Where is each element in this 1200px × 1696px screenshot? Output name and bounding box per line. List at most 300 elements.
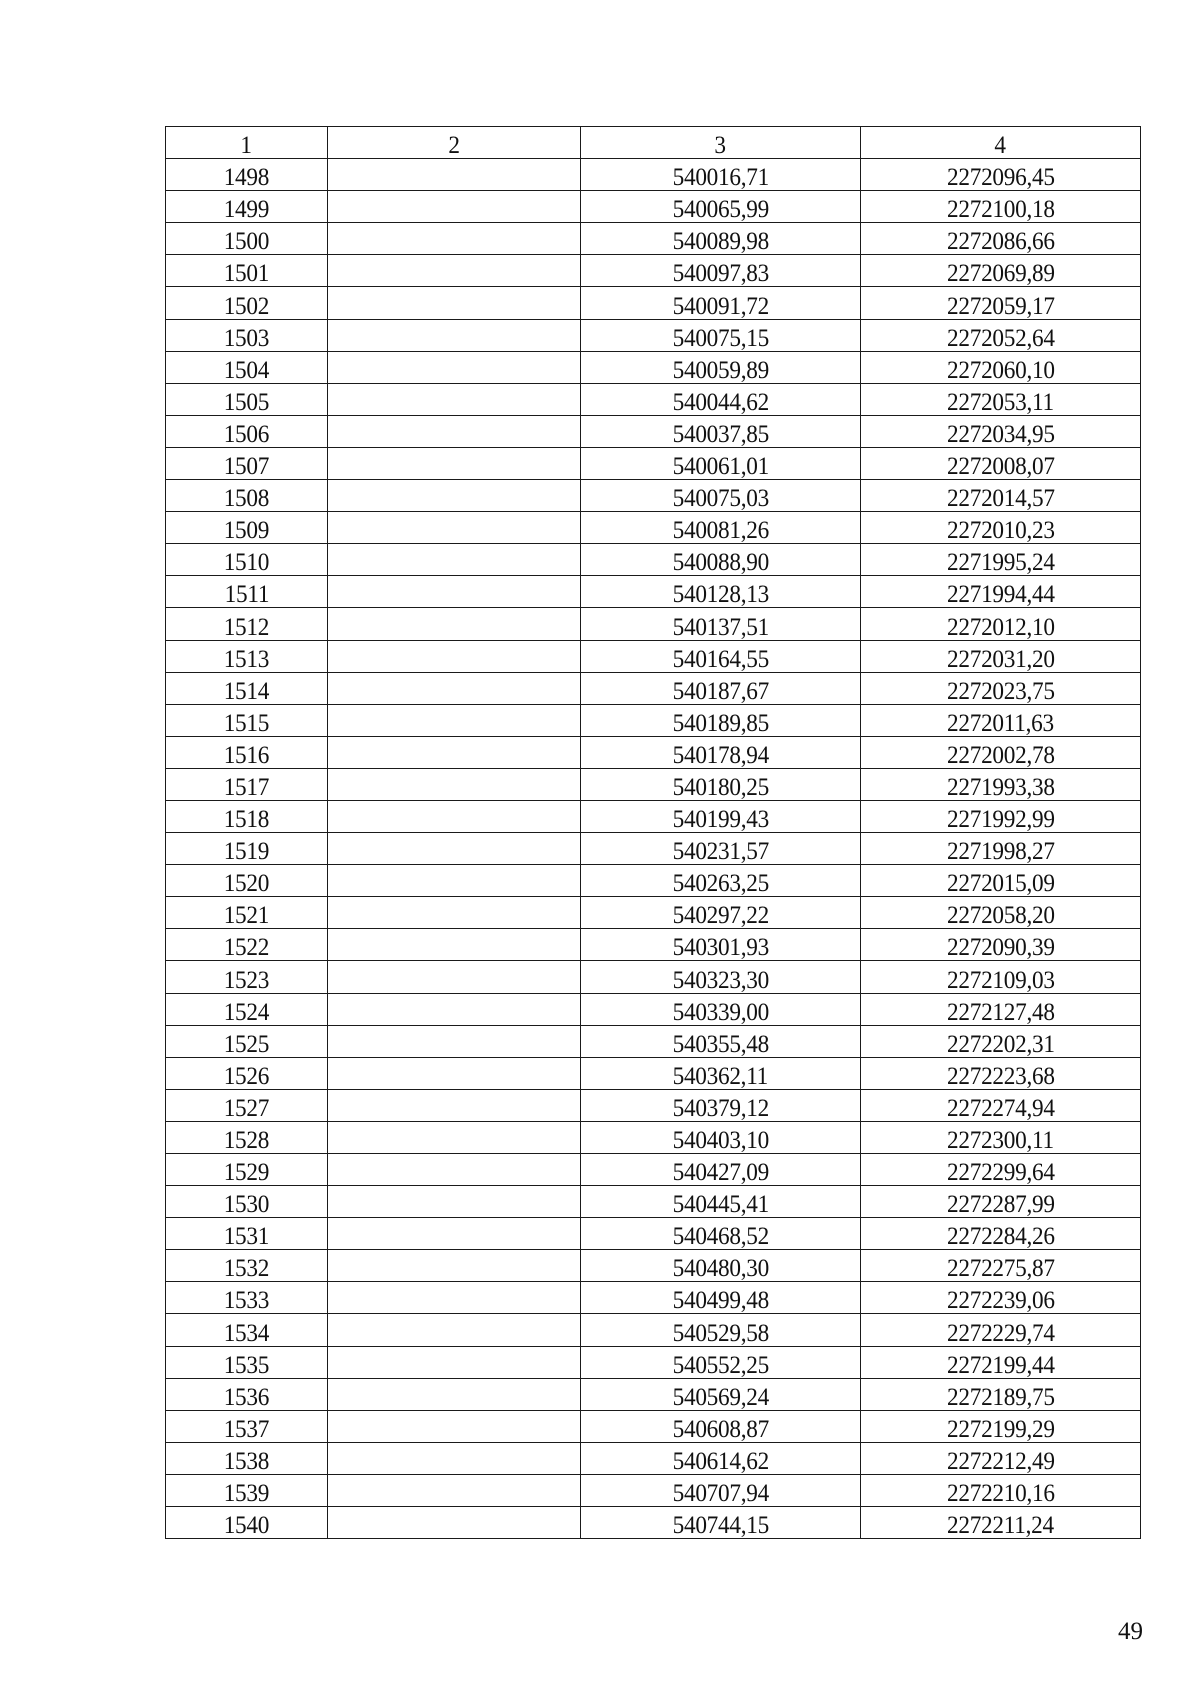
y-coordinate-cell <box>861 415 1141 447</box>
cell-value: 1540 <box>223 1512 270 1540</box>
y-coordinate-cell <box>861 833 1141 865</box>
cell-value: 1498 <box>223 164 270 192</box>
point-number-cell <box>166 415 328 447</box>
cell-value: 540339,00 <box>672 998 769 1026</box>
cell-value: 540091,72 <box>672 292 769 320</box>
cell-value: 1502 <box>223 292 270 320</box>
column-2-cell <box>328 833 581 865</box>
point-number-cell <box>166 608 328 640</box>
cell-value: 540164,55 <box>672 645 769 673</box>
y-coordinate-cell <box>861 1057 1141 1089</box>
point-number-cell <box>166 159 328 191</box>
cell-value: 2272212,49 <box>946 1447 1055 1475</box>
column-2-cell <box>328 1250 581 1282</box>
point-number-cell <box>166 672 328 704</box>
column-2-cell <box>328 929 581 961</box>
cell-value: 1528 <box>223 1127 270 1154</box>
column-2-cell <box>328 447 581 479</box>
cell-value: 1535 <box>223 1351 270 1379</box>
column-2-cell <box>328 223 581 255</box>
cell-value: 1526 <box>223 1062 270 1090</box>
cell-value: 2272090,39 <box>946 934 1055 962</box>
cell-value: 2272034,95 <box>946 420 1055 448</box>
cell-value: 1506 <box>223 420 270 448</box>
y-coordinate-cell <box>861 1282 1141 1314</box>
x-coordinate-cell <box>581 833 861 865</box>
y-coordinate-cell <box>861 768 1141 800</box>
cell-value: 540552,25 <box>672 1351 769 1379</box>
header-label: 1 <box>240 132 253 160</box>
cell-value: 2272014,57 <box>946 485 1055 513</box>
table-row <box>166 191 1141 223</box>
table-row <box>166 1089 1141 1121</box>
cell-value: 2272299,64 <box>946 1159 1055 1187</box>
column-2-cell <box>328 993 581 1025</box>
x-coordinate-cell <box>581 512 861 544</box>
cell-value: 540016,71 <box>672 164 769 192</box>
y-coordinate-cell <box>861 1250 1141 1282</box>
table-row <box>166 1186 1141 1218</box>
column-2-cell <box>328 1121 581 1153</box>
cell-value: 1505 <box>223 388 270 416</box>
cell-value: 540355,48 <box>672 1030 769 1058</box>
table-row <box>166 1346 1141 1378</box>
point-number-cell <box>166 1186 328 1218</box>
cell-value: 540297,22 <box>672 902 769 930</box>
x-coordinate-cell <box>581 383 861 415</box>
point-number-cell <box>166 223 328 255</box>
y-coordinate-cell <box>861 1186 1141 1218</box>
cell-value: 1501 <box>223 260 270 288</box>
table-row <box>166 1507 1141 1539</box>
point-number-cell <box>166 1442 328 1474</box>
y-coordinate-cell <box>861 287 1141 319</box>
cell-value: 1532 <box>223 1255 270 1283</box>
cell-value: 540059,89 <box>672 356 769 384</box>
cell-value: 540608,87 <box>672 1415 769 1443</box>
x-coordinate-cell <box>581 544 861 576</box>
column-2-cell <box>328 576 581 608</box>
column-2-cell <box>328 897 581 929</box>
x-coordinate-cell <box>581 1282 861 1314</box>
y-coordinate-cell <box>861 865 1141 897</box>
header-label: 2 <box>448 132 460 160</box>
cell-value: 540065,99 <box>672 196 769 224</box>
cell-value: 2272300,11 <box>947 1127 1054 1154</box>
cell-value: 1504 <box>223 356 270 384</box>
cell-value: 540379,12 <box>672 1094 769 1122</box>
point-number-cell <box>166 319 328 351</box>
cell-value: 540569,24 <box>672 1383 769 1411</box>
column-2-cell <box>328 1378 581 1410</box>
point-number-cell <box>166 1410 328 1442</box>
point-number-cell <box>166 768 328 800</box>
cell-value: 2272002,78 <box>946 741 1055 769</box>
x-coordinate-cell <box>581 1186 861 1218</box>
cell-value: 540081,26 <box>672 517 769 545</box>
table-row <box>166 1442 1141 1474</box>
y-coordinate-cell <box>861 640 1141 672</box>
column-2-cell <box>328 672 581 704</box>
cell-value: 540468,52 <box>672 1223 769 1251</box>
table-row <box>166 383 1141 415</box>
column-2-cell <box>328 1346 581 1378</box>
table-row <box>166 1410 1141 1442</box>
cell-value: 1533 <box>223 1287 270 1315</box>
column-2-cell <box>328 480 581 512</box>
point-number-cell <box>166 833 328 865</box>
cell-value: 2272275,87 <box>946 1255 1055 1283</box>
point-number-cell <box>166 1218 328 1250</box>
header-cell-3 <box>581 127 861 159</box>
point-number-cell <box>166 1282 328 1314</box>
point-number-cell <box>166 1121 328 1153</box>
table-row <box>166 159 1141 191</box>
y-coordinate-cell <box>861 191 1141 223</box>
column-2-cell <box>328 800 581 832</box>
point-number-cell <box>166 736 328 768</box>
x-coordinate-cell <box>581 1250 861 1282</box>
y-coordinate-cell <box>861 1346 1141 1378</box>
table-row <box>166 287 1141 319</box>
cell-value: 1524 <box>223 998 270 1026</box>
y-coordinate-cell <box>861 544 1141 576</box>
x-coordinate-cell <box>581 1154 861 1186</box>
column-2-cell <box>328 1025 581 1057</box>
column-2-cell <box>328 1442 581 1474</box>
header-label: 3 <box>714 132 727 160</box>
cell-value: 540301,93 <box>672 934 769 962</box>
cell-value: 2272015,09 <box>946 870 1055 898</box>
cell-value: 2272052,64 <box>946 324 1055 352</box>
x-coordinate-cell <box>581 319 861 351</box>
cell-value: 1534 <box>223 1319 270 1347</box>
y-coordinate-cell <box>861 1089 1141 1121</box>
cell-value: 2272100,18 <box>946 196 1055 224</box>
header-cell-2 <box>328 127 581 159</box>
cell-value: 2272211,24 <box>947 1512 1054 1540</box>
table-row <box>166 576 1141 608</box>
y-coordinate-cell <box>861 929 1141 961</box>
cell-value: 540089,98 <box>672 228 769 256</box>
cell-value: 2272023,75 <box>946 677 1055 705</box>
point-number-cell <box>166 383 328 415</box>
cell-value: 1519 <box>223 838 270 866</box>
y-coordinate-cell <box>861 1154 1141 1186</box>
point-number-cell <box>166 447 328 479</box>
column-2-cell <box>328 640 581 672</box>
cell-value: 540178,94 <box>672 741 769 769</box>
table-row <box>166 993 1141 1025</box>
table-row <box>166 1378 1141 1410</box>
cell-value: 540744,15 <box>672 1512 769 1540</box>
cell-value: 540614,62 <box>672 1447 769 1475</box>
y-coordinate-cell <box>861 800 1141 832</box>
table-row <box>166 1218 1141 1250</box>
table-row <box>166 704 1141 736</box>
x-coordinate-cell <box>581 961 861 993</box>
cell-value: 1514 <box>223 677 270 705</box>
table-row <box>166 768 1141 800</box>
x-coordinate-cell <box>581 672 861 704</box>
cell-value: 1523 <box>223 966 270 994</box>
cell-value: 540231,57 <box>672 838 769 866</box>
header-label: 4 <box>994 132 1007 160</box>
y-coordinate-cell <box>861 961 1141 993</box>
column-2-cell <box>328 736 581 768</box>
cell-value: 2272012,10 <box>946 613 1055 641</box>
y-coordinate-cell <box>861 1378 1141 1410</box>
cell-value: 2272210,16 <box>946 1480 1055 1508</box>
cell-value: 1515 <box>223 709 270 737</box>
cell-value: 540499,48 <box>672 1287 769 1315</box>
cell-value: 2271993,38 <box>946 773 1055 801</box>
point-number-cell <box>166 800 328 832</box>
point-number-cell <box>166 1474 328 1506</box>
cell-value: 540044,62 <box>672 388 769 416</box>
cell-value: 540427,09 <box>672 1159 769 1187</box>
cell-value: 1539 <box>223 1480 270 1508</box>
point-number-cell <box>166 255 328 287</box>
y-coordinate-cell <box>861 1025 1141 1057</box>
cell-value: 540061,01 <box>672 453 769 481</box>
y-coordinate-cell <box>861 255 1141 287</box>
x-coordinate-cell <box>581 415 861 447</box>
cell-value: 2272239,06 <box>946 1287 1055 1315</box>
x-coordinate-cell <box>581 1089 861 1121</box>
x-coordinate-cell <box>581 287 861 319</box>
x-coordinate-cell <box>581 1025 861 1057</box>
cell-value: 1536 <box>223 1383 270 1411</box>
cell-value: 1507 <box>223 453 270 481</box>
y-coordinate-cell <box>861 736 1141 768</box>
x-coordinate-cell <box>581 929 861 961</box>
y-coordinate-cell <box>861 1121 1141 1153</box>
table-row <box>166 1474 1141 1506</box>
cell-value: 2272109,03 <box>946 966 1055 994</box>
cell-value: 2272096,45 <box>946 164 1055 192</box>
cell-value: 1531 <box>223 1223 270 1251</box>
x-coordinate-cell <box>581 1474 861 1506</box>
table-row <box>166 800 1141 832</box>
column-2-cell <box>328 1474 581 1506</box>
x-coordinate-cell <box>581 576 861 608</box>
table-row <box>166 512 1141 544</box>
cell-value: 540137,51 <box>672 613 769 641</box>
y-coordinate-cell <box>861 993 1141 1025</box>
x-coordinate-cell <box>581 800 861 832</box>
point-number-cell <box>166 640 328 672</box>
x-coordinate-cell <box>581 1314 861 1346</box>
x-coordinate-cell <box>581 1410 861 1442</box>
x-coordinate-cell <box>581 704 861 736</box>
column-2-cell <box>328 768 581 800</box>
point-number-cell <box>166 1314 328 1346</box>
table-row <box>166 833 1141 865</box>
x-coordinate-cell <box>581 736 861 768</box>
point-number-cell <box>166 1057 328 1089</box>
x-coordinate-cell <box>581 608 861 640</box>
cell-value: 2271992,99 <box>946 806 1055 834</box>
cell-value: 540097,83 <box>672 260 769 288</box>
cell-value: 2272127,48 <box>946 998 1055 1026</box>
cell-value: 2272223,68 <box>946 1062 1055 1090</box>
cell-value: 2272189,75 <box>946 1383 1055 1411</box>
cell-value: 1503 <box>223 324 270 352</box>
cell-value: 2272199,44 <box>946 1351 1055 1379</box>
table-row <box>166 1057 1141 1089</box>
cell-value: 540707,94 <box>672 1480 769 1508</box>
cell-value: 540075,15 <box>672 324 769 352</box>
table-row <box>166 415 1141 447</box>
cell-value: 1522 <box>223 934 270 962</box>
point-number-cell <box>166 993 328 1025</box>
point-number-cell <box>166 544 328 576</box>
column-2-cell <box>328 287 581 319</box>
x-coordinate-cell <box>581 480 861 512</box>
cell-value: 540323,30 <box>672 966 769 994</box>
column-2-cell <box>328 1218 581 1250</box>
cell-value: 1516 <box>223 741 270 769</box>
cell-value: 540445,41 <box>672 1191 769 1219</box>
y-coordinate-cell <box>861 608 1141 640</box>
cell-value: 2272010,23 <box>946 517 1055 545</box>
point-number-cell <box>166 191 328 223</box>
x-coordinate-cell <box>581 447 861 479</box>
cell-value: 1525 <box>223 1030 270 1058</box>
column-2-cell <box>328 1507 581 1539</box>
y-coordinate-cell <box>861 1410 1141 1442</box>
cell-value: 1521 <box>223 902 270 930</box>
point-number-cell <box>166 1154 328 1186</box>
cell-value: 2272058,20 <box>946 902 1055 930</box>
y-coordinate-cell <box>861 223 1141 255</box>
table-row <box>166 1025 1141 1057</box>
cell-value: 2272069,89 <box>946 260 1055 288</box>
column-2-cell <box>328 1089 581 1121</box>
cell-value: 2272199,29 <box>946 1415 1055 1443</box>
column-2-cell <box>328 319 581 351</box>
cell-value: 1529 <box>223 1159 270 1187</box>
table-row <box>166 480 1141 512</box>
table-row <box>166 961 1141 993</box>
point-number-cell <box>166 1507 328 1539</box>
x-coordinate-cell <box>581 255 861 287</box>
table-row <box>166 319 1141 351</box>
header-cell-1 <box>166 127 328 159</box>
y-coordinate-cell <box>861 672 1141 704</box>
x-coordinate-cell <box>581 1121 861 1153</box>
x-coordinate-cell <box>581 768 861 800</box>
y-coordinate-cell <box>861 480 1141 512</box>
cell-value: 540403,10 <box>672 1127 769 1154</box>
table-row <box>166 447 1141 479</box>
table-body <box>166 127 1141 1539</box>
x-coordinate-cell <box>581 640 861 672</box>
page-number: 49 <box>1118 1618 1143 1645</box>
table-header-row <box>166 127 1141 159</box>
x-coordinate-cell <box>581 1346 861 1378</box>
column-2-cell <box>328 191 581 223</box>
x-coordinate-cell <box>581 1442 861 1474</box>
y-coordinate-cell <box>861 383 1141 415</box>
point-number-cell <box>166 1346 328 1378</box>
point-number-cell <box>166 1089 328 1121</box>
x-coordinate-cell <box>581 1218 861 1250</box>
y-coordinate-cell <box>861 1314 1141 1346</box>
table-row <box>166 929 1141 961</box>
column-2-cell <box>328 1282 581 1314</box>
cell-value: 2272059,17 <box>946 292 1055 320</box>
point-number-cell <box>166 480 328 512</box>
cell-value: 540075,03 <box>672 485 769 513</box>
x-coordinate-cell <box>581 993 861 1025</box>
cell-value: 540480,30 <box>672 1255 769 1283</box>
x-coordinate-cell <box>581 159 861 191</box>
cell-value: 540088,90 <box>672 549 769 577</box>
column-2-cell <box>328 1410 581 1442</box>
column-2-cell <box>328 608 581 640</box>
column-2-cell <box>328 383 581 415</box>
table-row <box>166 255 1141 287</box>
cell-value: 540199,43 <box>672 806 769 834</box>
cell-value: 1508 <box>223 485 270 513</box>
x-coordinate-cell <box>581 1507 861 1539</box>
cell-value: 2272229,74 <box>946 1319 1055 1347</box>
cell-value: 2272202,31 <box>946 1030 1055 1058</box>
cell-value: 1530 <box>223 1191 270 1219</box>
y-coordinate-cell <box>861 576 1141 608</box>
table-row <box>166 672 1141 704</box>
cell-value: 1518 <box>223 806 270 834</box>
column-2-cell <box>328 865 581 897</box>
table-row <box>166 223 1141 255</box>
cell-value: 540180,25 <box>672 773 769 801</box>
cell-value: 1512 <box>223 613 270 641</box>
cell-value: 1510 <box>223 549 270 577</box>
cell-value: 540529,58 <box>672 1319 769 1347</box>
cell-value: 2272011,63 <box>947 709 1054 737</box>
column-2-cell <box>328 1057 581 1089</box>
table-row <box>166 1282 1141 1314</box>
cell-value: 2271994,44 <box>946 581 1055 609</box>
cell-value: 2272008,07 <box>946 453 1055 481</box>
point-number-cell <box>166 576 328 608</box>
cell-value: 2271995,24 <box>946 549 1055 577</box>
table-row <box>166 736 1141 768</box>
cell-value: 540187,67 <box>672 677 769 705</box>
cell-value: 540037,85 <box>672 420 769 448</box>
table-row <box>166 1314 1141 1346</box>
point-number-cell <box>166 1378 328 1410</box>
table-row <box>166 640 1141 672</box>
cell-value: 1517 <box>223 773 270 801</box>
y-coordinate-cell <box>861 897 1141 929</box>
table-row <box>166 1154 1141 1186</box>
y-coordinate-cell <box>861 512 1141 544</box>
cell-value: 1513 <box>223 645 270 673</box>
cell-value: 1537 <box>223 1415 270 1443</box>
point-number-cell <box>166 961 328 993</box>
cell-value: 2272053,11 <box>947 388 1054 416</box>
table-row <box>166 865 1141 897</box>
table-row <box>166 897 1141 929</box>
header-cell-4 <box>861 127 1141 159</box>
cell-value: 540128,13 <box>672 581 769 609</box>
coordinates-table <box>165 126 1141 1539</box>
point-number-cell <box>166 704 328 736</box>
cell-value: 2272287,99 <box>946 1191 1055 1219</box>
